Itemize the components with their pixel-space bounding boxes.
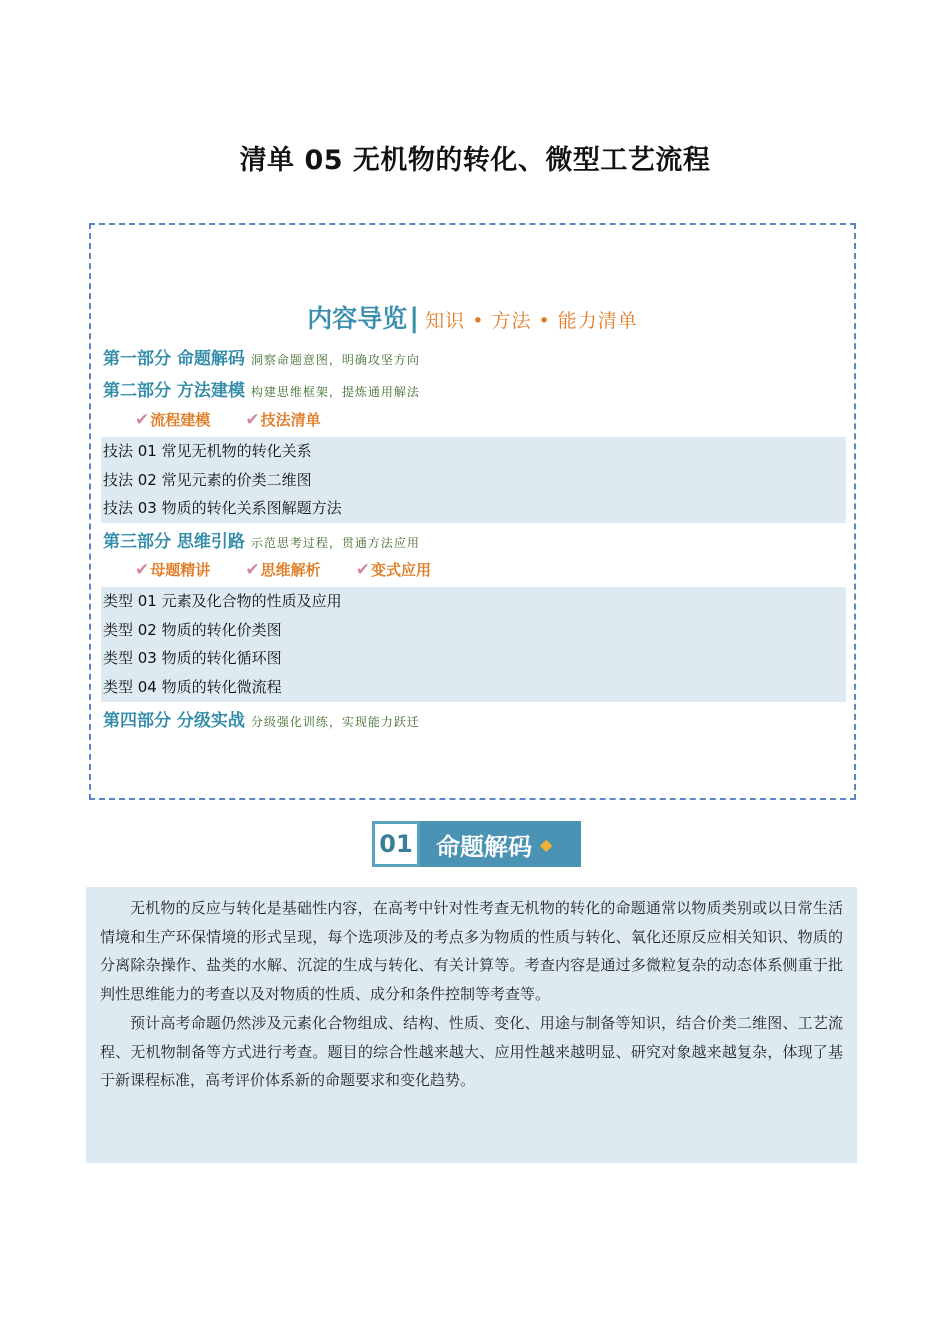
toc-part-2 (103, 376, 420, 401)
toc-part-1 (103, 344, 420, 369)
part-title: 第一部分 命题解码 (103, 349, 245, 369)
toc-part-3 (103, 527, 420, 552)
list-item: 技法 03 物质的转化关系图解题方法 (103, 499, 342, 518)
section-badge (372, 821, 581, 867)
part2-checks (135, 409, 351, 430)
list-item: 类型 03 物质的转化循环图 (103, 649, 282, 668)
part-title: 第二部分 方法建模 (103, 381, 245, 401)
toc-heading-sub: 知识 • 方法 • 能力清单 (425, 310, 638, 332)
list-item: 类型 02 物质的转化价类图 (103, 620, 282, 639)
list-item: 技法 02 常见元素的价类二维图 (103, 470, 312, 489)
part-desc: 示范思考过程，贯通方法应用 (250, 536, 420, 550)
toc-heading-divider: | (409, 303, 420, 334)
check-mark-icon: ✔ (245, 410, 260, 430)
paragraph: 无机物的反应与转化是基础性内容，在高考中针对性考查无机物的转化的命题通常以物质类别或以日常生活情境和生产环保情境的形式呈现，每个选项涉及的考点多为物质的性质与转化、氧化还原反应相关知识、物质的分离除杂操作、盐类的水解、沉淀的生成与转化、有关计算等。考查内容是通过多微粒复杂的动态体系侧重于批判性思维能力的考查以及对物质的性质、成分和条件控制等考查等。 (100, 899, 843, 1004)
section-content (86, 887, 857, 1163)
list-item: 技法 01 常见无机物的转化关系 (103, 442, 312, 460)
check-item: ✔母题精讲 (135, 560, 211, 580)
part2-list (101, 437, 846, 523)
part-title: 第四部分 分级实战 (103, 711, 245, 731)
check-mark-icon: ✔ (355, 560, 370, 580)
table-of-contents (89, 223, 856, 800)
section-label-text: 命题解码 (436, 832, 532, 861)
check-mark-icon: ✔ (135, 560, 150, 580)
check-item: ✔变式应用 (355, 560, 431, 580)
part3-checks (135, 559, 461, 580)
part-title: 第三部分 思维引路 (103, 532, 245, 552)
section-label (420, 821, 581, 867)
check-mark-icon: ✔ (135, 410, 150, 430)
part3-list (101, 587, 846, 702)
part-desc: 分级强化训练，实现能力跃迁 (250, 715, 420, 729)
toc-heading-main: 内容导览 (307, 304, 408, 333)
section-number: 01 (372, 821, 420, 867)
check-item: ✔流程建模 (135, 410, 211, 430)
part-desc: 构建思维框架，提炼通用解法 (250, 385, 420, 399)
document-title: 清单 05 无机物的转化、微型工艺流程 (239, 145, 711, 176)
diamond-icon: ◆ (540, 834, 553, 854)
check-item: ✔技法清单 (245, 410, 321, 430)
check-item: ✔思维解析 (245, 560, 321, 580)
paragraph: 预计高考命题仍然涉及元素化合物组成、结构、性质、变化、用途与制备等知识，结合价类二维图、工艺流程、无机物制备等方式进行考查。题目的综合性越来越大、应用性越来越明显、研究对象越来越复杂，体现了基于新课程标准，高考评价体系新的命题要求和变化趋势。 (100, 1013, 843, 1090)
list-item: 类型 04 物质的转化微流程 (103, 678, 282, 697)
check-mark-icon: ✔ (245, 560, 260, 580)
part-desc: 洞察命题意图，明确攻坚方向 (250, 353, 420, 367)
toc-part-4 (103, 706, 420, 731)
toc-heading (91, 299, 854, 335)
list-item: 类型 01 元素及化合物的性质及应用 (103, 592, 342, 610)
